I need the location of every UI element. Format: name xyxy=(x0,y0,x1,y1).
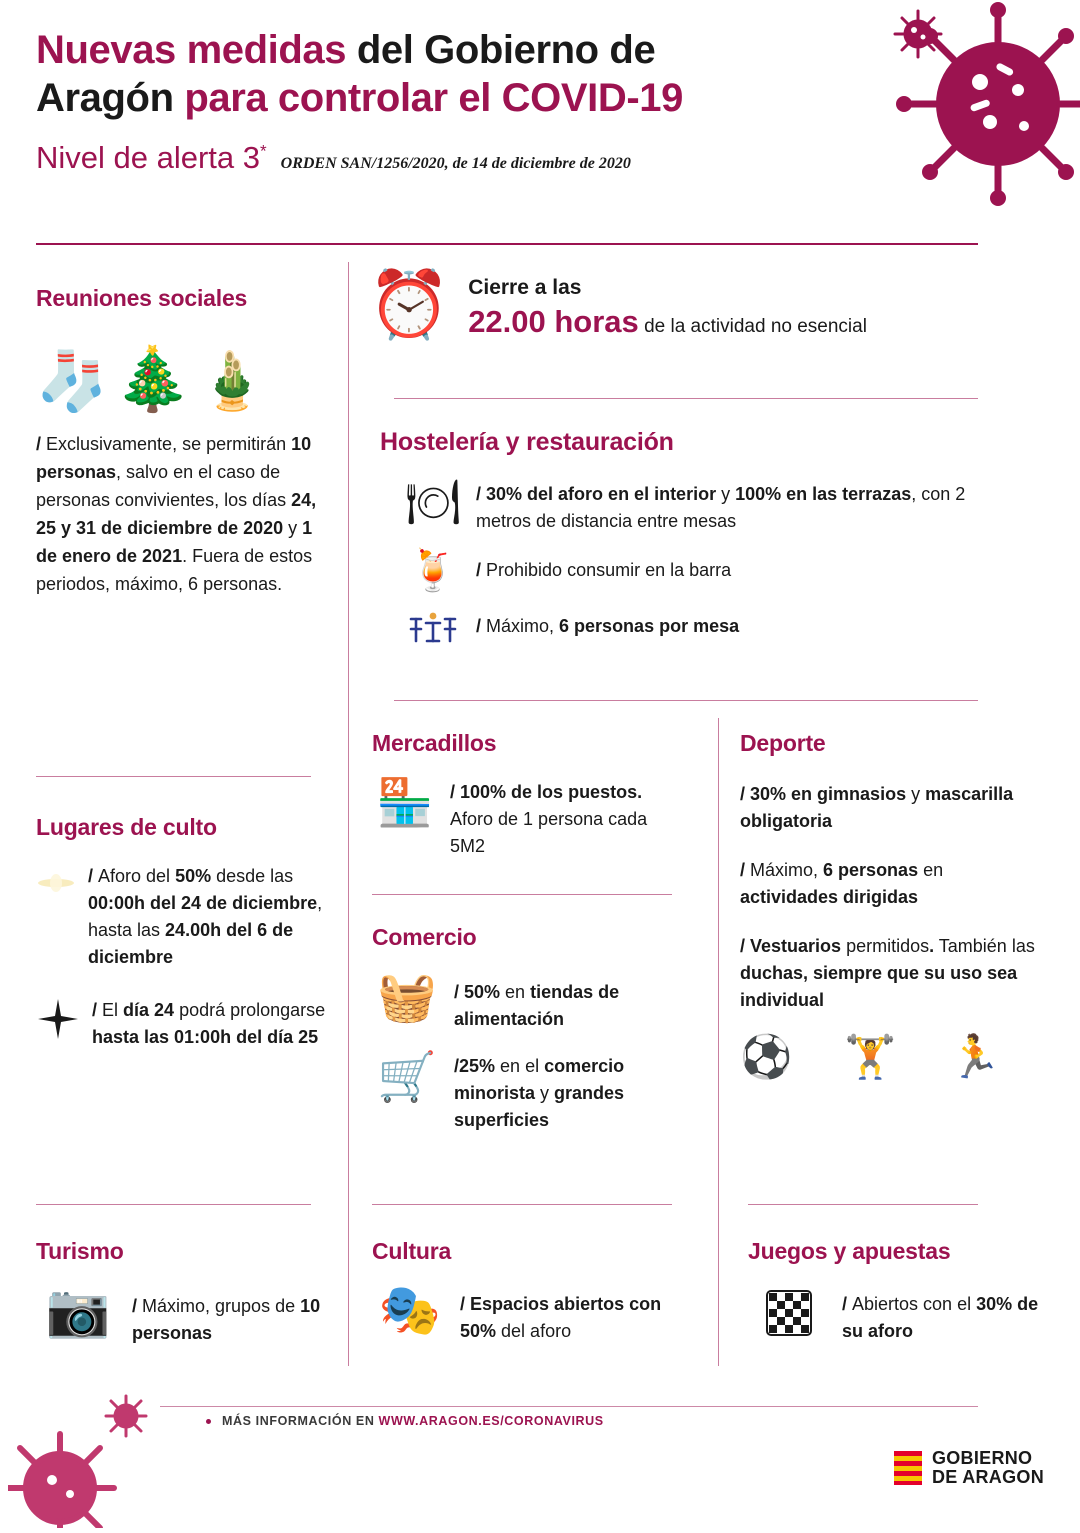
gov-line-2: DE ARAGON xyxy=(931,1467,1044,1487)
comercio-1-run-0: / xyxy=(454,1056,460,1076)
deporte-2-run-4: También las xyxy=(934,936,1035,956)
hosteleria-1-run-0: / xyxy=(476,560,487,580)
turismo-run-0: / xyxy=(132,1296,143,1316)
aragon-flag-icon xyxy=(894,1451,922,1485)
closing-line2-rest: de la actividad no esencial xyxy=(638,316,867,337)
shopping-basket-icon xyxy=(372,969,442,1025)
dice-chips-icon xyxy=(748,1285,830,1341)
culto-1-run-4: hasta las 01:00h del día 25 xyxy=(92,1027,319,1047)
section-title-turismo: Turismo xyxy=(36,1238,124,1264)
footer-url[interactable]: WWW.ARAGON.ES/CORONAVIRUS xyxy=(378,1414,604,1428)
hosteleria-item-1-text xyxy=(476,481,980,535)
reuniones-run-7: . Fuera de estos periodos, máximo, 6 personas. xyxy=(36,546,313,594)
closing-hours: 22.00 horas xyxy=(468,304,639,339)
culto-0-run-1: Aforo del xyxy=(98,866,176,886)
alert-level-asterisk: * xyxy=(260,141,267,161)
cocktail-emoji: 🍹 xyxy=(408,548,458,594)
culto-0-run-6: 24.00h del 6 de diciembre xyxy=(88,920,294,967)
closing-time-texts xyxy=(468,272,867,340)
comercio-item-2 xyxy=(372,1049,702,1134)
hosteleria-item-2 xyxy=(402,548,980,594)
cultura-item xyxy=(372,1281,702,1345)
reuniones-run-2: 10 personas xyxy=(36,434,312,482)
comercio-item-1 xyxy=(372,969,702,1033)
deporte-1-run-3: en xyxy=(918,860,944,880)
reuniones-run-1: Exclusivamente, se permitirán xyxy=(46,434,292,454)
culto-1-run-3: podrá prolongarse xyxy=(174,1000,326,1020)
deporte-2-run-5: duchas, siempre que su uso sea individual xyxy=(740,963,1018,1010)
hosteleria-0-run-3: 100% en las terrazas xyxy=(735,484,912,504)
juegos-item xyxy=(748,1285,1048,1345)
hosteleria-item-2-text xyxy=(476,551,980,584)
title-part-1: Nuevas medidas xyxy=(36,28,347,72)
title-part-3: Aragón xyxy=(36,76,185,120)
theatre-masks-emoji: 🎭 xyxy=(378,1281,442,1339)
divider-right-column xyxy=(718,718,719,1366)
section-hosteleria xyxy=(380,428,980,647)
market-stall-icon xyxy=(372,775,438,829)
header-divider xyxy=(36,243,978,245)
reuniones-run-0: / xyxy=(36,434,47,454)
government-logo xyxy=(894,1449,1044,1487)
culto-0-run-2: 50% xyxy=(175,866,212,886)
culto-item-2-text xyxy=(92,997,336,1051)
market-stall-emoji: 🏪 xyxy=(376,775,434,829)
culto-0-run-4: 00:00h del 24 de diciembre xyxy=(88,893,318,913)
deporte-0-run-1: 30% en gimnasios xyxy=(750,784,907,804)
hosteleria-2-run-1: Máximo, xyxy=(486,616,560,636)
divider-left-2 xyxy=(36,1204,311,1205)
christmas-bauble-icon: 🎍 xyxy=(197,349,268,414)
divider-left-1 xyxy=(36,776,311,777)
christmas-tree-icon: 🎄 xyxy=(114,342,192,415)
alert-level-text: Nivel de alerta 3 xyxy=(36,140,261,175)
virus-icon-footer-small xyxy=(100,1390,152,1442)
culto-1-run-0: / xyxy=(92,1000,103,1020)
virus-icon-footer-left xyxy=(8,1396,136,1528)
runner-icon: 🏃 xyxy=(948,1032,1001,1081)
comercio-item-2-text xyxy=(454,1053,694,1134)
deporte-2-run-0: / xyxy=(740,936,751,956)
food-cloche-emoji: 🍽 xyxy=(405,477,461,528)
section-title-reuniones: Reuniones sociales xyxy=(36,285,248,311)
section-comercio xyxy=(372,924,702,1134)
comercio-1-run-1: 25% xyxy=(459,1056,496,1076)
juegos-run-2: 30% de su aforo xyxy=(842,1294,1039,1341)
culto-0-run-5: , hasta las xyxy=(88,893,323,940)
hosteleria-item-3-text xyxy=(476,607,980,640)
turismo-text xyxy=(132,1285,336,1347)
comercio-1-run-5: grandes superficies xyxy=(454,1083,625,1130)
header xyxy=(36,26,916,176)
divider-center-2 xyxy=(394,700,978,701)
mercadillos-item xyxy=(372,775,692,860)
culto-item-1-text xyxy=(88,863,336,971)
hosteleria-item-1 xyxy=(402,477,980,535)
deporte-1-run-2: 6 personas xyxy=(823,860,919,880)
section-title-mercadillos: Mercadillos xyxy=(372,730,497,756)
section-title-deporte: Deporte xyxy=(740,730,826,756)
gov-line-1: GOBIERNO xyxy=(931,1448,1033,1468)
deporte-0-run-0: / xyxy=(740,784,751,804)
closing-time-row xyxy=(368,266,978,343)
alarm-clock-icon: ⏰ xyxy=(368,266,451,343)
reuniones-run-6: 1 de enero de 2021 xyxy=(36,518,313,566)
section-juegos-apuestas xyxy=(748,1238,1048,1345)
shopping-cart-icon xyxy=(372,1049,442,1105)
section-title-cultura: Cultura xyxy=(372,1238,452,1264)
comercio-0-run-1: 50% xyxy=(464,982,501,1002)
section-title-juegos: Juegos y apuestas xyxy=(748,1238,951,1264)
food-cloche-icon xyxy=(402,477,464,528)
hosteleria-2-run-2: 6 personas por mesa xyxy=(559,616,740,636)
shopping-cart-emoji: 🛒 xyxy=(377,1049,437,1105)
comercio-1-run-2: en el xyxy=(495,1056,545,1076)
sparkle-light-icon xyxy=(36,863,76,903)
dice-chips-svg xyxy=(761,1285,817,1341)
order-reference: ORDEN SAN/1256/2020, de 14 de diciembre de 2020 xyxy=(280,155,631,172)
title-part-2: del Gobierno de xyxy=(346,28,656,72)
hosteleria-0-run-2: y xyxy=(716,484,736,504)
page-title xyxy=(36,26,916,122)
hosteleria-item-3 xyxy=(402,607,980,647)
star-sparkle-svg xyxy=(36,997,80,1041)
camera-icon xyxy=(36,1281,120,1341)
culto-0-run-3: desde las xyxy=(211,866,294,886)
reuniones-run-5: y xyxy=(283,518,303,538)
cultura-run-1: Espacios abiertos con 50% xyxy=(460,1294,662,1341)
mercadillos-run-2: Aforo de 1 persona cada 5M2 xyxy=(450,809,648,856)
soccer-ball-icon: ⚽ xyxy=(740,1032,793,1081)
culto-1-run-2: día 24 xyxy=(123,1000,175,1020)
footer-divider xyxy=(160,1406,978,1407)
star-sparkle-icon xyxy=(36,997,80,1041)
shopping-basket-emoji: 🧺 xyxy=(377,969,437,1025)
deporte-item-1-text xyxy=(740,781,1040,835)
section-cultura xyxy=(372,1238,702,1345)
comercio-1-run-4: y xyxy=(535,1083,555,1103)
cultura-text xyxy=(460,1285,686,1345)
hosteleria-0-run-4: , con 2 metros de distancia entre mesas xyxy=(476,484,966,531)
mercadillos-run-1: 100% de los puestos. xyxy=(460,782,643,802)
culto-item-1 xyxy=(36,863,336,971)
hosteleria-0-run-1: 30% del aforo en el interior xyxy=(486,484,717,504)
comercio-0-run-0: / xyxy=(454,982,465,1002)
deporte-2-run-1: Vestuarios xyxy=(750,936,842,956)
culto-item-2 xyxy=(36,997,336,1051)
deporte-item-2-text xyxy=(740,857,1040,911)
cocktail-icon xyxy=(402,548,464,594)
turismo-run-1: Máximo, grupos de xyxy=(142,1296,301,1316)
hosteleria-2-run-0: / xyxy=(476,616,487,636)
section-mercadillos xyxy=(372,730,692,860)
section-turismo xyxy=(36,1238,336,1347)
turismo-run-2: 10 personas xyxy=(132,1296,321,1343)
christmas-stocking-icon: 🧦 xyxy=(36,347,109,415)
camera-emoji: 📷 xyxy=(45,1281,111,1341)
footer-info-label: MÁS INFORMACIÓN EN xyxy=(222,1414,379,1428)
weightlifter-icon: 🏋 xyxy=(844,1032,897,1081)
alert-level-row xyxy=(36,140,916,176)
reuniones-text xyxy=(36,430,331,598)
divider-center-3 xyxy=(372,894,672,895)
table-chairs-svg xyxy=(408,607,458,647)
deporte-item-3-text xyxy=(740,933,1048,1014)
virus-svg-footer xyxy=(8,1396,136,1528)
section-lugares-de-culto xyxy=(36,814,336,1051)
section-title-comercio: Comercio xyxy=(372,924,477,950)
comercio-item-1-text xyxy=(454,973,690,1033)
juegos-run-1: Abiertos con el xyxy=(852,1294,977,1314)
section-title-culto: Lugares de culto xyxy=(36,814,217,840)
comercio-1-run-3: comercio minorista xyxy=(454,1056,625,1103)
divider-center-1 xyxy=(394,398,978,399)
reuniones-run-4: 24, 25 y 31 de diciembre de 2020 xyxy=(36,490,317,538)
closing-line1: Cierre a las xyxy=(468,276,582,299)
juegos-text xyxy=(842,1285,1048,1345)
virus-svg-footer-small xyxy=(100,1390,152,1442)
deporte-0-run-2: y xyxy=(906,784,926,804)
alert-level xyxy=(36,140,267,176)
sparkle-light-svg xyxy=(36,863,76,903)
section-reuniones-sociales xyxy=(36,285,331,598)
comercio-0-run-3: tiendas de alimentación xyxy=(454,982,620,1029)
closing-line2 xyxy=(468,304,867,340)
deporte-1-run-4: actividades dirigidas xyxy=(740,887,919,907)
deporte-1-run-0: / xyxy=(740,860,751,880)
footer-bullet-icon xyxy=(206,1419,211,1424)
juegos-run-0: / xyxy=(842,1294,853,1314)
hosteleria-1-run-1: Prohibido consumir en la barra xyxy=(486,560,732,580)
comercio-0-run-2: en xyxy=(500,982,531,1002)
theatre-masks-icon xyxy=(372,1281,448,1339)
divider-left-column xyxy=(348,262,349,1366)
mercadillos-text xyxy=(450,779,686,860)
cultura-run-2: del aforo xyxy=(496,1321,572,1341)
section-deporte xyxy=(740,730,1052,1081)
hosteleria-0-run-0: / xyxy=(476,484,487,504)
deporte-1-run-1: Máximo, xyxy=(750,860,824,880)
footer-info xyxy=(222,1414,604,1428)
deporte-0-run-3: mascarilla obligatoria xyxy=(740,784,1014,831)
divider-center-4 xyxy=(372,1204,672,1205)
deporte-2-run-2: permitidos xyxy=(841,936,930,956)
title-part-4: para controlar el COVID-19 xyxy=(184,76,683,120)
deporte-2-run-3: . xyxy=(929,936,935,956)
culto-1-run-1: El xyxy=(102,1000,124,1020)
turismo-item xyxy=(36,1281,336,1347)
table-chairs-icon xyxy=(402,607,464,647)
section-title-hosteleria: Hostelería y restauración xyxy=(380,428,674,456)
culto-0-run-0: / xyxy=(88,866,99,886)
divider-right-1 xyxy=(748,1204,978,1205)
government-name xyxy=(932,1449,1044,1487)
cultura-run-0: / xyxy=(460,1294,471,1314)
reuniones-run-3: , salvo en el caso de personas convivientes, los días xyxy=(36,462,292,510)
mercadillos-run-0: / xyxy=(450,782,461,802)
